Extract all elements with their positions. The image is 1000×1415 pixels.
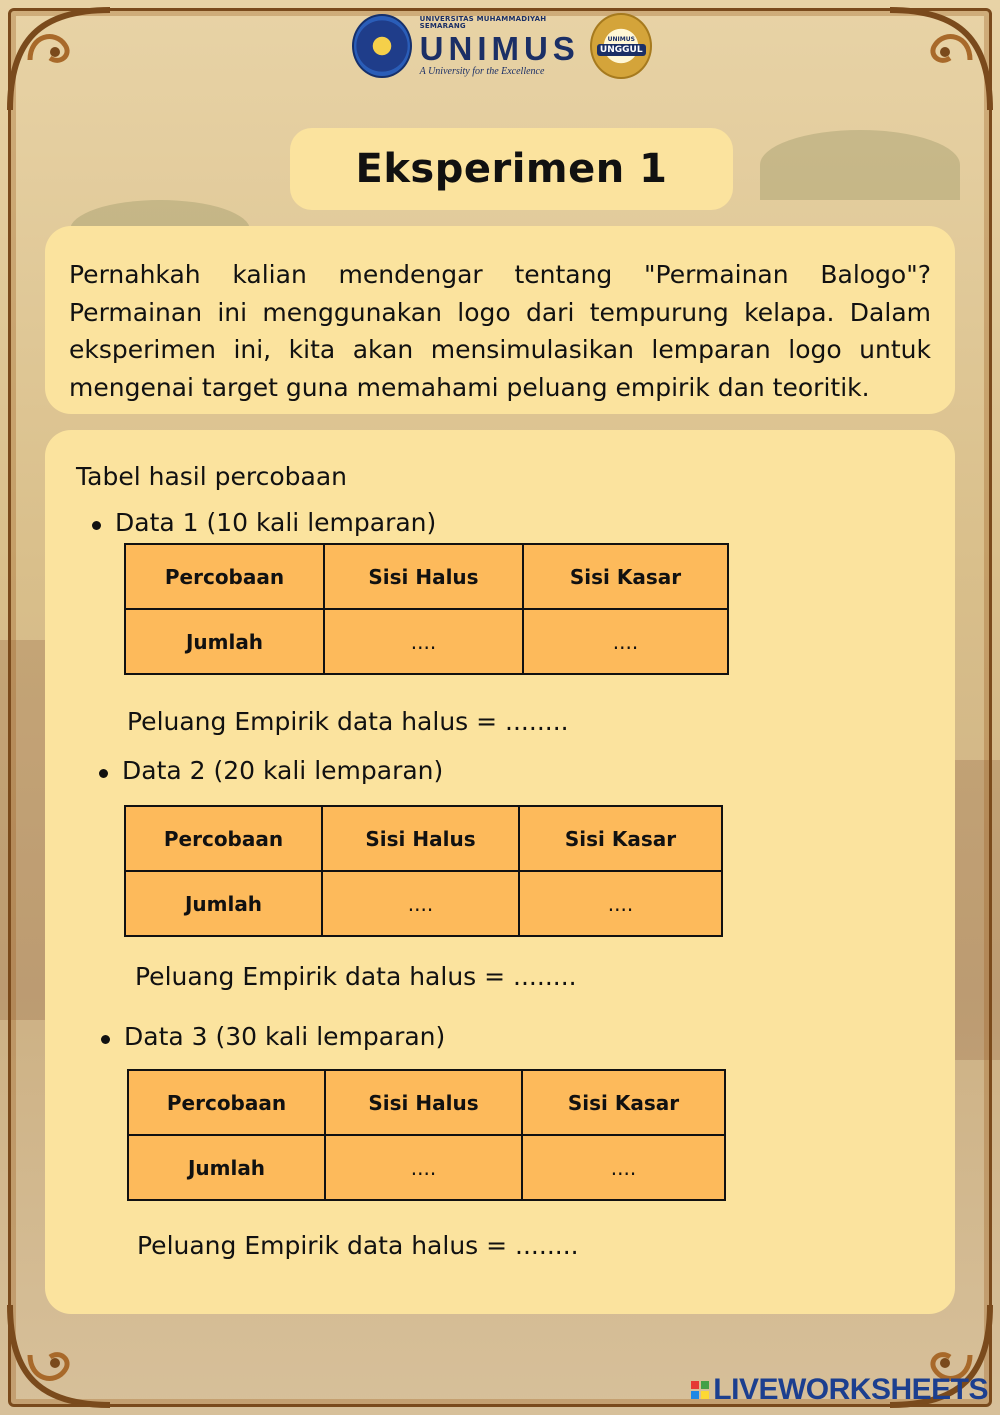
intro-paragraph: Pernahkah kalian mendengar tentang "Permainan Balogo"? Permainan ini menggunakan logo dari tempurung kelapa. Dalam eksperimen ini, kita akan mensimulasikan lemparan logo untuk mengenai target guna memahami peluang empirik dan teoritik.	[69, 260, 931, 402]
table-header-cell: Sisi Kasar	[519, 806, 722, 871]
badge-top-text: UNIMUS	[607, 36, 635, 43]
sisi-halus-input-cell[interactable]: ....	[325, 1135, 522, 1200]
university-tagline: A University for the Excellence	[419, 65, 545, 77]
data3-probability[interactable]: Peluang Empirik data halus = ........	[137, 1231, 579, 1260]
data1-table	[124, 543, 729, 675]
results-card	[45, 430, 955, 1314]
university-acronym: UNIMUS	[419, 29, 580, 67]
table-header-row	[125, 806, 722, 871]
data3-label: Data 3 (30 kali lemparan)	[124, 1022, 446, 1051]
table-header-cell: Sisi Halus	[325, 1070, 522, 1135]
liveworksheets-text: LIVEWORKSHEETS	[713, 1373, 988, 1406]
data2-probability[interactable]: Peluang Empirik data halus = ........	[135, 962, 577, 991]
header-logo	[352, 12, 652, 80]
table-row-label: Jumlah	[125, 871, 322, 936]
sisi-kasar-input-cell[interactable]: ....	[522, 1135, 725, 1200]
table-header-cell: Sisi Kasar	[522, 1070, 725, 1135]
table-header-row	[128, 1070, 725, 1135]
unggul-badge-icon	[590, 13, 652, 79]
ornament-corner-top-right	[880, 0, 1000, 120]
table-row	[125, 871, 722, 936]
page-title: Eksperimen 1	[355, 146, 668, 192]
sisi-kasar-input-cell[interactable]: ....	[519, 871, 722, 936]
table-header-cell: Percobaan	[128, 1070, 325, 1135]
university-seal-icon	[352, 14, 412, 78]
table-row	[125, 609, 728, 674]
title-banner	[290, 128, 733, 210]
table-row	[128, 1135, 725, 1200]
table-header-cell: Percobaan	[125, 806, 322, 871]
data2-table	[124, 805, 723, 937]
sisi-halus-input-cell[interactable]: ....	[324, 609, 523, 674]
liveworksheets-logo[interactable]	[691, 1373, 988, 1407]
data1-probability[interactable]: Peluang Empirik data halus = ........	[127, 707, 569, 736]
bullet-icon	[92, 521, 101, 530]
table-header-cell: Sisi Halus	[322, 806, 519, 871]
intro-card	[45, 226, 955, 414]
bullet-icon	[101, 1035, 110, 1044]
liveworksheets-icon	[691, 1381, 709, 1399]
data1-label: Data 1 (10 kali lemparan)	[115, 508, 437, 537]
university-wordmark	[420, 16, 583, 77]
table-row-label: Jumlah	[125, 609, 324, 674]
table-header-cell: Sisi Halus	[324, 544, 523, 609]
ornament-corner-top-left	[0, 0, 120, 120]
table-header-cell: Percobaan	[125, 544, 324, 609]
sisi-kasar-input-cell[interactable]: ....	[523, 609, 728, 674]
badge-main-text: UNGGUL	[597, 44, 646, 56]
table-header-cell: Sisi Kasar	[523, 544, 728, 609]
university-full-name: UNIVERSITAS MUHAMMADIYAH SEMARANG	[419, 14, 547, 30]
section-title: Tabel hasil percobaan	[76, 462, 347, 491]
sisi-halus-input-cell[interactable]: ....	[322, 871, 519, 936]
table-row-label: Jumlah	[128, 1135, 325, 1200]
data2-label: Data 2 (20 kali lemparan)	[122, 756, 444, 785]
table-header-row	[125, 544, 728, 609]
data3-table	[127, 1069, 726, 1201]
bullet-icon	[99, 769, 108, 778]
